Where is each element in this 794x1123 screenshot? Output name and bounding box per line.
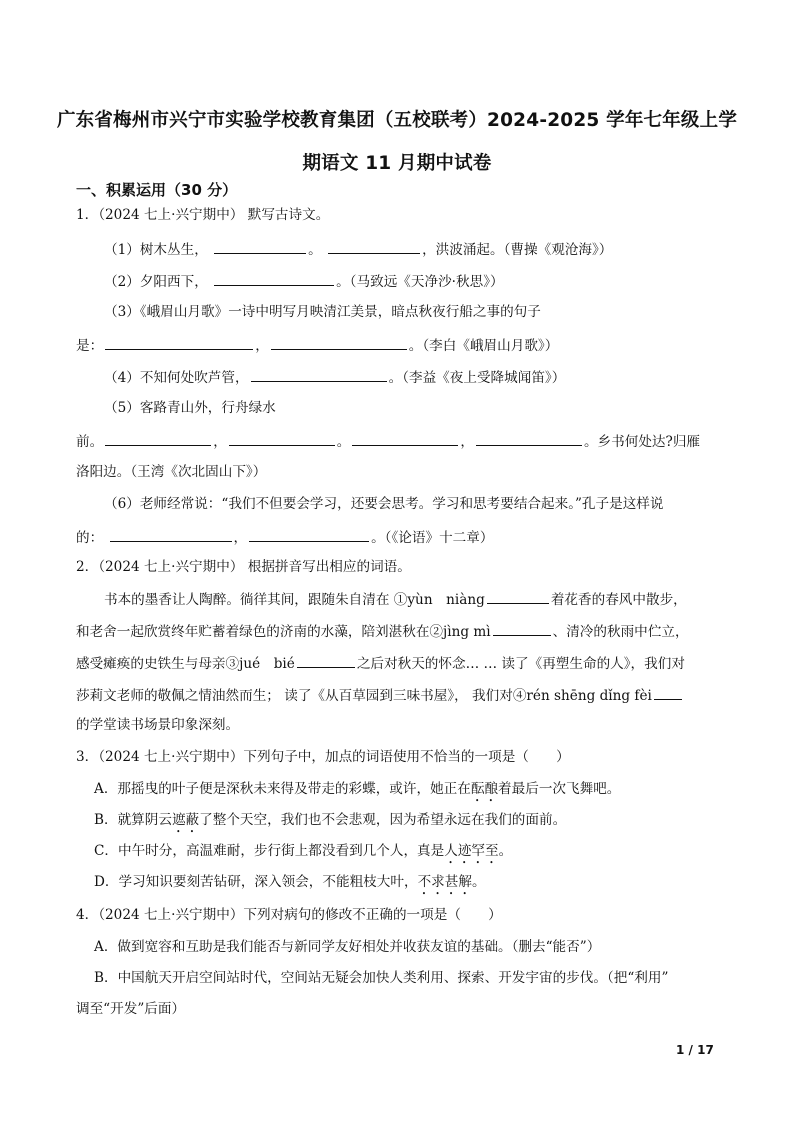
q3-option-c[interactable]: C．中午时分，高温难耐，步行街上都没看到几个人，真是人迹罕至。 — [94, 843, 513, 859]
answer-blank[interactable] — [105, 430, 211, 446]
q4-option-b-cont: 调至“开发”后面） — [76, 1001, 186, 1017]
answer-blank[interactable] — [251, 366, 387, 382]
answer-blank[interactable] — [229, 430, 335, 446]
question-4-head: 4．（2024 七上·兴宁期中）下列对病句的修改不正确的一项是（ ） — [76, 907, 502, 923]
q1-item-6: （6）老师经常说：“我们不但要会学习，还要会思考。学习和思考要结合起来。”孔子是这样说 — [104, 496, 664, 512]
answer-blank[interactable] — [214, 270, 334, 286]
exam-title-line1: 广东省梅州市兴宁市实验学校教育集团（五校联考）2024-2025 学年七年级上学 — [56, 110, 738, 131]
q2-line-5: 的学堂读书场景印象深刻。 — [76, 717, 240, 733]
question-2-head: 2．（2024 七上·兴宁期中） 根据拼音写出相应的词语。 — [76, 559, 411, 575]
q4-option-b[interactable]: B．中国航天开启空间站时代，空间站无疑会加快人类利用、探索、开发宇宙的步伐。（把“利用” — [94, 970, 669, 986]
answer-blank[interactable] — [328, 238, 420, 254]
answer-blank[interactable] — [654, 684, 682, 700]
q1-item-5-end: 洛阳边。（王湾《次北固山下》） — [76, 464, 267, 480]
page-number: 1 / 17 — [676, 1043, 714, 1057]
q3-option-b[interactable]: B．就算阴云遮蔽了整个天空，我们也不会悲观，因为希望永远在我们的面前。 — [94, 812, 567, 828]
answer-blank[interactable] — [214, 238, 306, 254]
q3-option-a[interactable]: A．那摇曳的叶子便是深秋未来得及带走的彩蝶，或许，她正在酝酿着最后一次飞舞吧。 — [94, 781, 621, 797]
question-3-head: 3．（2024 七上·兴宁期中）下列句子中，加点的词语使用不恰当的一项是（ ） — [76, 749, 570, 765]
answer-blank[interactable] — [493, 620, 551, 636]
answer-blank[interactable] — [476, 430, 582, 446]
answer-blank[interactable] — [352, 430, 458, 446]
answer-blank[interactable] — [297, 652, 355, 668]
q1-item-5: （5）客路青山外，行舟绿水 — [104, 400, 276, 416]
q4-option-a[interactable]: A．做到宽容和互助是我们能否与新同学友好相处并收获友谊的基础。（删去“能否”） — [94, 939, 601, 955]
answer-blank[interactable] — [487, 588, 549, 604]
q1-item-1: （1）树木丛生， 。 ，洪波涌起。（曹操《观沧海》） — [104, 238, 612, 260]
q2-line-4: 莎莉文老师的敬佩之情油然而生； 读了《从百草园到三味书屋》， 我们对④rén shēng dǐng fèi — [76, 684, 684, 706]
answer-blank[interactable] — [105, 334, 253, 350]
q1-item-5-answer: 前。 ， 。 ， 。乡书何处达?归雁 — [76, 430, 700, 452]
q1-item-4: （4）不知何处吹芦管， 。（李益《夜上受降城闻笛》） — [104, 366, 565, 388]
q1-item-6-answer: 的： ， 。（《论语》十二章） — [76, 526, 493, 548]
exam-title-line2: 期语文 11 月期中试卷 — [302, 153, 492, 174]
section-heading: 一、积累运用（30 分） — [76, 181, 238, 199]
question-1-head: 1．（2024 七上·兴宁期中） 默写古诗文。 — [76, 207, 330, 223]
q2-line-2: 和老舍一起欣赏终年贮蓄着绿色的济南的水藻，陪刘湛秋在②jìng mì 、清冷的秋雨中伫立， — [76, 620, 689, 642]
q2-line-1: 书本的墨香让人陶醉。徜徉其间，跟随朱自清在 ①yùn niàng 着花香的春风中散步， — [104, 588, 687, 610]
answer-blank[interactable] — [249, 526, 369, 542]
q3-option-d[interactable]: D．学习知识要刻苦钻研，深入领会，不能粗枝大叶，不求甚解。 — [94, 874, 486, 890]
q2-line-3: 感受瘫痪的史铁生与母亲③jué bié 之后对秋天的怀念… … 读了《再塑生命的人》，我们对 — [76, 652, 685, 674]
q1-item-3: （3）《峨眉山月歌》一诗中明写月映清江美景，暗点秋夜行船之事的句子 — [104, 304, 541, 320]
q1-item-2: （2）夕阳西下， 。（马致远《天净沙·秋思》） — [104, 270, 504, 292]
q1-item-3-answer: 是： ， 。（李白《峨眉山月歌》） — [76, 334, 558, 356]
answer-blank[interactable] — [271, 334, 407, 350]
answer-blank[interactable] — [110, 526, 232, 542]
